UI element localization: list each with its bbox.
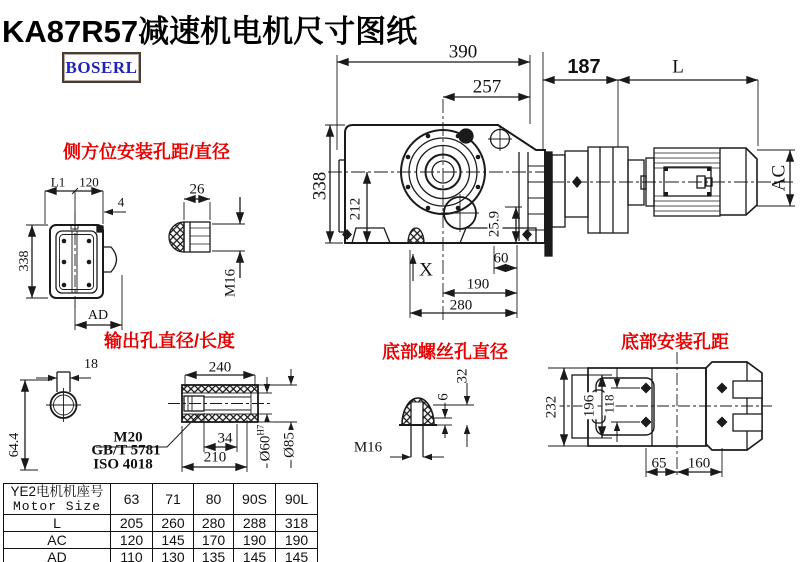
dim-257: 257	[472, 76, 502, 98]
dim-6: 6	[435, 393, 452, 401]
brand-logo	[62, 52, 141, 83]
side-bolt-detail-drawing	[169, 197, 245, 278]
brand-logo-text: BOSERL	[65, 57, 138, 77]
dim-AC: AC	[768, 164, 790, 192]
dim-18: 18	[84, 357, 98, 372]
dim-iso-4018: ISO 4018	[93, 456, 153, 473]
table-cell: 280	[194, 515, 234, 532]
table-col-90L: 90L	[276, 484, 318, 515]
dim-120: 120	[79, 174, 99, 190]
side-mount-view-drawing	[26, 188, 126, 330]
table-col-63: 63	[111, 484, 153, 515]
page-title: KA87R57减速机电机尺寸图纸	[2, 14, 418, 49]
dim-26: 26	[189, 181, 205, 198]
dim-d85: Ø85	[281, 432, 298, 458]
dim-gbt-5781: GB/T 5781	[91, 442, 161, 459]
dim-187: 187	[567, 56, 601, 78]
dim-64-4: 64.4	[7, 432, 22, 458]
dim-AD: AD	[87, 308, 109, 323]
dim-118: 118	[601, 394, 617, 414]
row-label-AD: AD	[4, 549, 111, 562]
dim-280: 280	[449, 297, 473, 314]
main-assembly-drawing	[325, 52, 795, 322]
row-label-L: L	[4, 515, 111, 532]
dim-60: 60	[493, 250, 509, 267]
label-bottom-mount: 底部安装孔距	[621, 332, 729, 352]
table-cell: 120	[111, 532, 153, 549]
dim-212: 212	[347, 197, 364, 221]
table-cell: 110	[111, 549, 153, 562]
table-cell: 318	[276, 515, 318, 532]
table-cell: 130	[153, 549, 194, 562]
table-cell: 205	[111, 515, 153, 532]
dim-d60H7	[255, 423, 274, 464]
dim-L: L	[672, 56, 684, 78]
table-col-71: 71	[153, 484, 194, 515]
table-cell: 260	[153, 515, 194, 532]
table-cell: 190	[276, 532, 318, 549]
table-cell: 145	[234, 549, 276, 562]
dim-160: 160	[687, 455, 711, 472]
dim-32: 32	[454, 368, 471, 384]
table-header-en: Motor Size	[12, 498, 101, 514]
table-col-80: 80	[194, 484, 234, 515]
row-label-AC: AC	[4, 532, 111, 549]
table-cell: 288	[234, 515, 276, 532]
table-col-90S: 90S	[234, 484, 276, 515]
table-header-cn: YE2电机机座号	[10, 484, 104, 499]
table-row-AD	[4, 549, 318, 562]
table-cell: 190	[234, 532, 276, 549]
table-cell: 145	[276, 549, 318, 562]
dim-232: 232	[543, 395, 560, 419]
dim-338-main: 338	[309, 171, 331, 201]
bottom-screw-drawing	[390, 383, 474, 457]
dim-210: 210	[203, 449, 227, 466]
table-row-AC	[4, 532, 318, 549]
table-header-row	[4, 484, 318, 515]
table-cell: 145	[153, 532, 194, 549]
dim-M16-bottom: M16	[353, 439, 383, 456]
table-cell: 170	[194, 532, 234, 549]
label-bottom-screw: 底部螺丝孔直径	[382, 342, 508, 362]
dim-190: 190	[466, 276, 490, 293]
dim-d60-value: Ø60	[257, 435, 274, 462]
dim-196: 196	[581, 394, 598, 418]
motor-size-table	[3, 483, 318, 562]
dim-34: 34	[217, 430, 233, 447]
dim-M20: M20	[113, 429, 143, 446]
table-row-L	[4, 515, 318, 532]
dim-4: 4	[117, 194, 125, 210]
label-output-hole: 输出孔直径/长度	[104, 331, 236, 351]
table-cell: 135	[194, 549, 234, 562]
dim-65: 65	[651, 455, 667, 472]
dim-d60-tolerance: H7	[255, 424, 266, 436]
dim-25-9: 25.9	[486, 210, 503, 238]
dim-L1: L1	[50, 174, 66, 190]
dim-240: 240	[208, 359, 232, 376]
label-side-mount: 侧方位安装孔距/直径	[63, 142, 231, 162]
dim-338-side: 338	[17, 250, 32, 272]
dim-M16-side: M16	[222, 268, 239, 298]
dim-X: X	[419, 259, 433, 281]
table-header-motor-size	[4, 484, 111, 515]
dim-390: 390	[448, 41, 478, 63]
